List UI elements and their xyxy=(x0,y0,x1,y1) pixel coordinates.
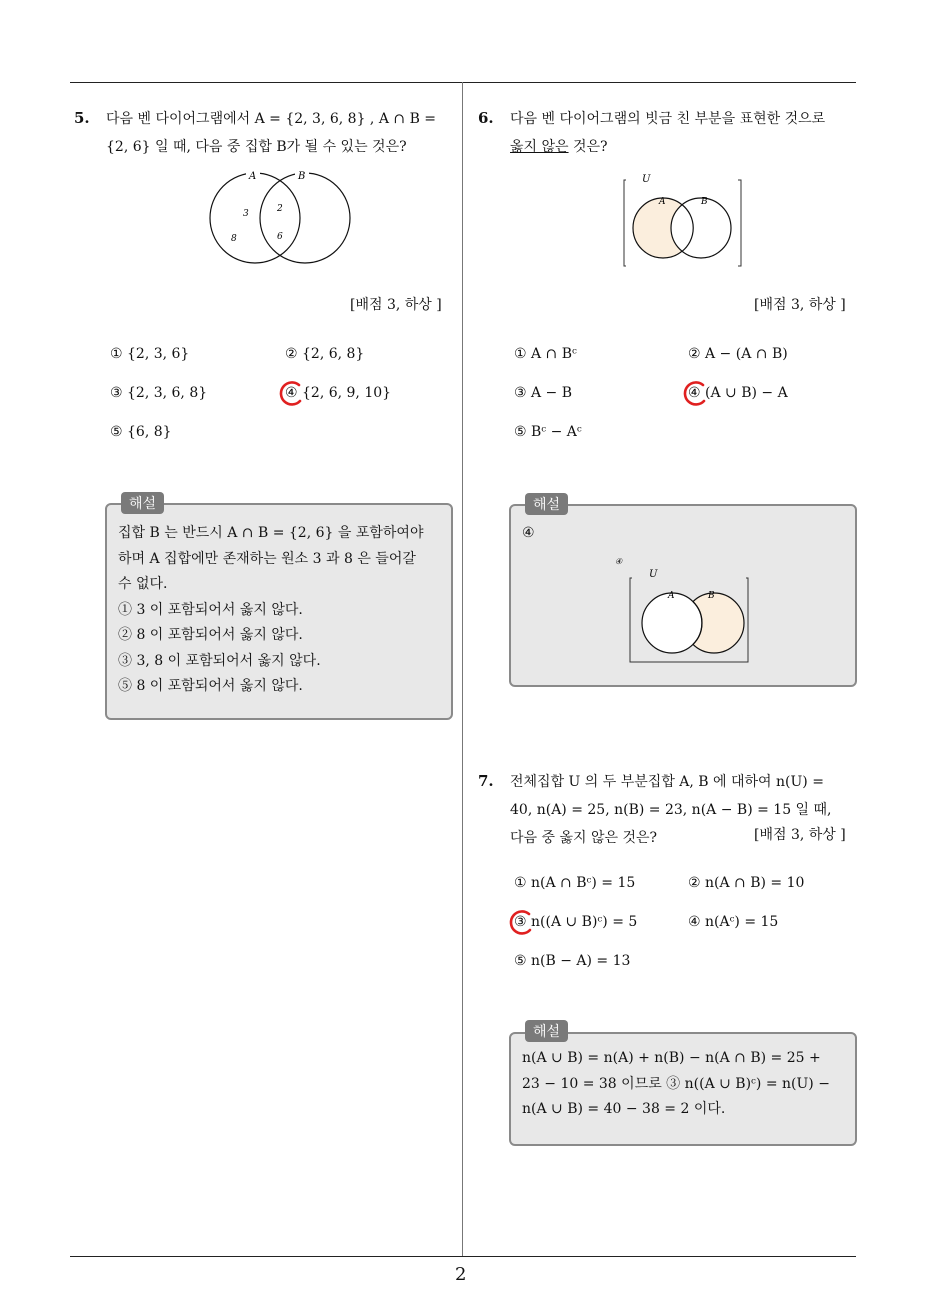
q6-solution-small-mark: ④ xyxy=(615,557,623,566)
q7-solution-tag: 해설 xyxy=(525,1020,568,1042)
q5-score: [배점 3, 하상 ] xyxy=(350,297,442,313)
q7-option-2[interactable]: ② n(A ∩ B) = 10 xyxy=(688,875,805,891)
bottom-rule xyxy=(70,1256,856,1257)
q6-solution-line: ④ xyxy=(522,525,535,541)
q5-solution-text xyxy=(118,521,448,700)
q6-score: [배점 3, 하상 ] xyxy=(754,297,846,313)
q5-venn-label-a: A xyxy=(249,171,257,182)
q5-solution-line: 하며 A 집합에만 존재하는 원소 3 과 8 은 들어갈 xyxy=(118,550,416,567)
q6-venn-diagram xyxy=(618,170,748,272)
q5-line2: {2, 6} 일 때, 다음 중 집합 B가 될 수 있는 것은? xyxy=(106,139,407,155)
q6-option-2[interactable]: ② A − (A ∩ B) xyxy=(688,346,788,362)
q7-solution-line: 23 − 10 = 38 이므로 ③ n((A ∪ B)ᶜ) = n(U) − xyxy=(522,1075,830,1092)
q7-option-3[interactable]: ③ n((A ∪ B)ᶜ) = 5 xyxy=(514,914,638,930)
q5-solution-line: 집합 B 는 반드시 A ∩ B = {2, 6} 을 포함하여야 xyxy=(118,525,424,541)
q5-venn-elem: 8 xyxy=(231,234,237,244)
q7-line2: 40, n(A) = 25, n(B) = 23, n(A − B) = 15 일 때, xyxy=(510,802,832,818)
q6-number: 6. xyxy=(478,109,494,127)
q6-line1: 다음 벤 다이어그램의 빗금 친 부분을 표현한 것으로 xyxy=(510,111,826,127)
q7-option-1[interactable]: ① n(A ∩ Bᶜ) = 15 xyxy=(514,875,636,891)
q5-solution-line: ⑤ 8 이 포함되어서 옳지 않다. xyxy=(118,678,303,694)
q5-venn-elem: 2 xyxy=(277,204,283,214)
q5-question xyxy=(106,105,456,161)
q5-answer-circle-mark xyxy=(276,379,306,409)
q6-solution-tag: 해설 xyxy=(525,493,568,515)
q7-score: [배점 3, 하상 ] xyxy=(754,827,846,843)
q7-solution-line: n(A ∪ B) = n(A) + n(B) − n(A ∩ B) = 25 + xyxy=(522,1050,821,1066)
q5-option-1[interactable]: ① {2, 3, 6} xyxy=(110,346,190,362)
q5-number: 5. xyxy=(74,109,90,127)
q5-solution-line: ① 3 이 포함되어서 옳지 않다. xyxy=(118,601,303,618)
q6-solution-venn xyxy=(612,552,757,667)
q7-option-5[interactable]: ⑤ n(B − A) = 13 xyxy=(514,953,631,969)
q6-option-3[interactable]: ③ A − B xyxy=(514,385,573,401)
q5-venn-diagram xyxy=(200,164,360,274)
q6-solution-label-u: U xyxy=(649,569,658,580)
q7-line1: 전체집합 U 의 두 부분집합 A, B 에 대하여 n(U) = xyxy=(510,774,824,790)
q5-solution-line: 수 없다. xyxy=(118,576,168,592)
q7-option-4[interactable]: ④ n(Aᶜ) = 15 xyxy=(688,914,779,930)
q7-solution-line: n(A ∪ B) = 40 − 38 = 2 이다. xyxy=(522,1101,726,1117)
column-divider xyxy=(462,82,463,1257)
q5-venn-elem: 6 xyxy=(277,232,283,242)
page-number: 2 xyxy=(455,1264,467,1285)
q6-solution-label-b: B xyxy=(708,591,715,601)
q5-solution-tag: 해설 xyxy=(121,492,164,514)
q6-venn-circle-b xyxy=(671,198,731,258)
q5-solution-line: ② 8 이 포함되어서 옳지 않다. xyxy=(118,627,303,643)
q5-line1: 다음 벤 다이어그램에서 A = {2, 3, 6, 8} , A ∩ B = xyxy=(106,111,437,127)
q6-line2-rest: 것은? xyxy=(568,139,608,155)
q6-venn-label-u: U xyxy=(642,174,651,185)
q5-option-4[interactable]: ④ {2, 6, 9, 10} xyxy=(285,385,392,401)
q6-answer-circle-mark xyxy=(680,379,710,409)
q5-option-2[interactable]: ② {2, 6, 8} xyxy=(285,346,365,362)
top-rule xyxy=(70,82,856,83)
q5-option-3[interactable]: ③ {2, 3, 6, 8} xyxy=(110,385,208,401)
q5-option-5[interactable]: ⑤ {6, 8} xyxy=(110,424,172,440)
q6-option-1[interactable]: ① A ∩ Bᶜ xyxy=(514,346,577,362)
q6-underlined-text: 옳지 않은 xyxy=(510,139,569,155)
q5-venn-label-b: B xyxy=(298,171,306,182)
q6-line2 xyxy=(510,133,860,161)
q6-option-4[interactable]: ④ (A ∪ B) − A xyxy=(688,385,788,401)
q6-venn-label-b: B xyxy=(701,197,708,207)
q6-option-5[interactable]: ⑤ Bᶜ − Aᶜ xyxy=(514,424,582,440)
q7-number: 7. xyxy=(478,772,494,790)
q5-venn-circle-a xyxy=(210,173,300,263)
q5-venn-circle-b xyxy=(260,173,350,263)
q6-question xyxy=(510,105,860,161)
q5-venn-elem: 3 xyxy=(243,209,249,219)
q7-solution-text xyxy=(522,1046,852,1123)
q7-line3: 다음 중 옳지 않은 것은? xyxy=(510,830,658,846)
q6-solution-text xyxy=(522,521,535,547)
q7-answer-circle-mark xyxy=(506,908,536,938)
q6-venn-label-a: A xyxy=(659,197,666,207)
q5-solution-line: ③ 3, 8 이 포함되어서 옳지 않다. xyxy=(118,652,321,669)
q6-solution-label-a: A xyxy=(668,591,675,601)
